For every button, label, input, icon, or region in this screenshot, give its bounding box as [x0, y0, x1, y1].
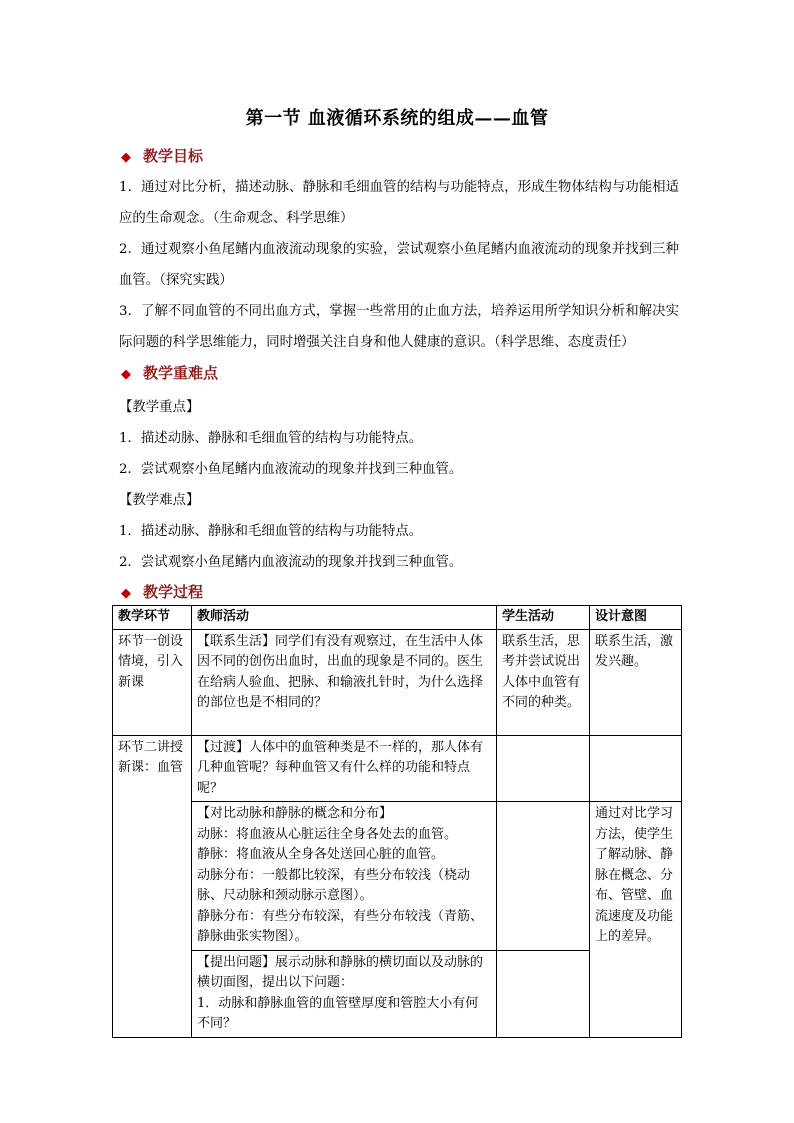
focus-label: 【教学重点】: [119, 400, 200, 415]
difficulty-item-1: 1．描述动脉、静脉和毛细血管的结构与功能特点。: [119, 524, 423, 539]
stage-cell: 环节一创设情境，引入新课: [113, 629, 192, 735]
column-header: 教师活动: [192, 606, 497, 630]
section-heading-goals: [121, 145, 203, 166]
teacher-activity-cell: 【过渡】人体中的血管种类是不一样的，那人体有几种血管呢？每种血管又有什么样的功能和特点呢？: [192, 735, 497, 802]
process-table: [112, 605, 682, 1038]
stage-cell: 环节二讲授新课：血管: [113, 735, 192, 1037]
compare-line: 动脉分布：一般都比较深，有些分布较浅（桡动脉、尺动脉和颈动脉示意图）。: [197, 867, 471, 903]
difficulty-label: 【教学难点】: [119, 493, 200, 508]
design-intent-cell: 联系生活，激发兴趣。: [590, 629, 682, 735]
teacher-activity-cell: 【联系生活】同学们有没有观察过，在生活中人体因不同的创伤出血时，出血的现象是不同的。医生在给病人验血、把脉、和输液扎针时，为什么选择的部位也是不相同的？: [192, 629, 497, 735]
goal-item-2: 2．通过观察小鱼尾鳍内血液流动现象的实验，尝试观察小鱼尾鳍内血液流动的现象并找到三种血管。（探究实践）: [119, 242, 679, 288]
page-title: 第一节 血液循环系统的组成——血管: [245, 108, 549, 129]
table-row: [113, 802, 682, 951]
focus-item-2: 2．尝试观察小鱼尾鳍内血液流动的现象并找到三种血管。: [119, 462, 463, 477]
table-row: [113, 629, 682, 735]
goal-item-1: 1．通过对比分析，描述动脉、静脉和毛细血管的结构与功能特点，形成生物体结构与功能相适应的生命观念。（生命观念、科学思维）: [119, 180, 679, 226]
goal-item-3: 3．了解不同血管的不同出血方式，掌握一些常用的止血方法，培养运用所学知识分析和解决实际问题的科学思维能力，同时增强关注自身和他人健康的意识。（科学思维、态度责任）: [119, 304, 679, 350]
diamond-bullet-icon: ◆: [121, 367, 131, 382]
compare-line: 静脉分布：有些分布较深，有些分布较浅（青筋、静脉曲张实物图）。: [197, 908, 484, 944]
question-line: 【提出问题】展示动脉和静脉的横切面以及动脉的横切面图，提出以下问题：: [197, 954, 484, 990]
column-header: 教学环节: [113, 606, 192, 630]
section-heading-process: [121, 581, 203, 602]
section-heading-text: 教学目标: [143, 147, 204, 165]
student-activity-cell: [497, 950, 590, 1037]
compare-line: 【对比动脉和静脉的概念和分布】: [197, 806, 393, 821]
compare-line: 动脉：将血液从心脏运往全身各处去的血管。: [197, 826, 458, 842]
teacher-activity-cell: [192, 802, 497, 951]
focus-item-1: 1．描述动脉、静脉和毛细血管的结构与功能特点。: [119, 431, 423, 446]
difficulty-item-2: 2．尝试观察小鱼尾鳍内血液流动的现象并找到三种血管。: [119, 555, 463, 570]
design-intent-cell: [590, 735, 682, 802]
question-line: 1．动脉和静脉血管的血管壁厚度和管腔大小有何不同？: [197, 995, 479, 1031]
diamond-bullet-icon: ◆: [121, 586, 131, 601]
column-header: 设计意图: [590, 606, 682, 630]
table-row: [113, 735, 682, 802]
column-header: 学生活动: [497, 606, 590, 630]
student-activity-cell: [497, 735, 590, 802]
section-heading-text: 教学过程: [143, 583, 204, 601]
compare-line: 静脉：将血液从全身各处送回心脏的血管。: [197, 847, 445, 862]
section-heading-keypoints: [121, 362, 218, 383]
diamond-bullet-icon: ◆: [121, 150, 131, 165]
student-activity-cell: [497, 802, 590, 951]
section-heading-text: 教学重难点: [143, 364, 219, 382]
student-activity-cell: 联系生活，思考并尝试说出人体中血管有不同的种类。: [497, 629, 590, 735]
teacher-activity-cell: [192, 950, 497, 1037]
design-intent-cell: 通过对比学习方法，使学生了解动脉、静脉在概念、分布、管壁、血流速度及功能上的差异。: [590, 802, 682, 1038]
table-header-row: [113, 606, 682, 630]
